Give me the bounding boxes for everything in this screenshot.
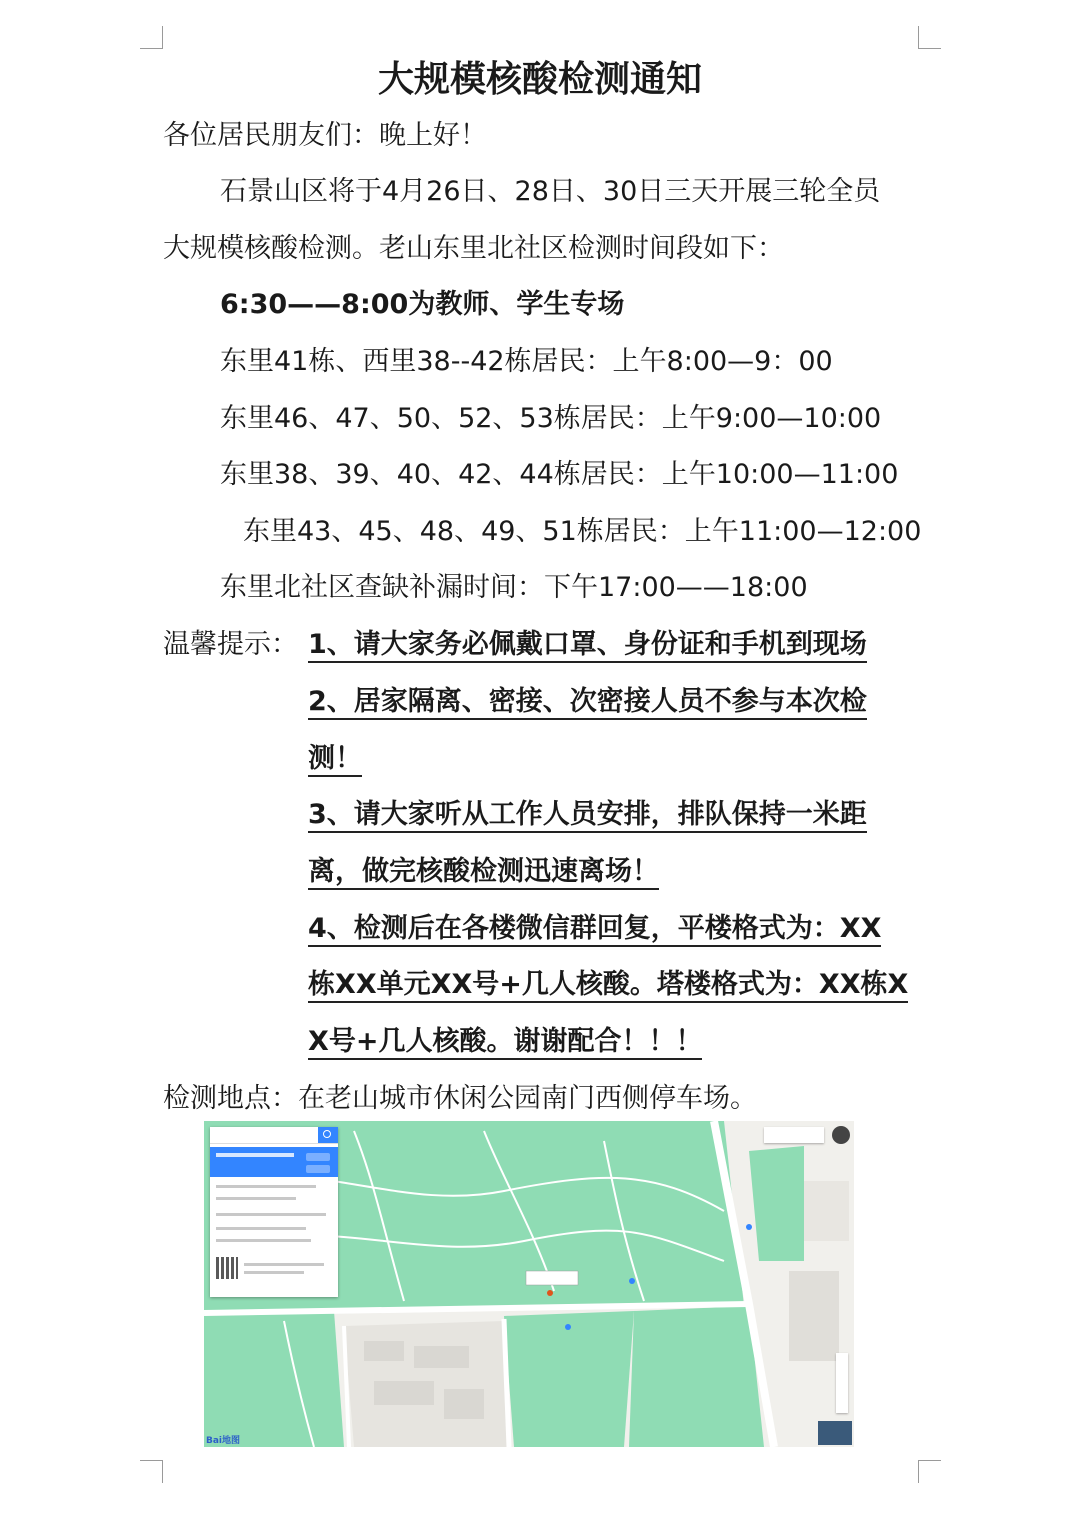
schedule-item: 东里41栋、西里38--42栋居民：上午8:00—9：00: [220, 346, 833, 377]
tip-line: 1、请大家务必佩戴口罩、身份证和手机到现场: [308, 629, 867, 663]
map-search-box[interactable]: [210, 1127, 338, 1144]
intro-line: 石景山区将于4月26日、28日、30日三天开展三轮全员: [220, 176, 881, 207]
tip-line: 3、请大家听从工作人员安排，排队保持一米距: [308, 799, 867, 833]
search-icon[interactable]: [318, 1127, 338, 1143]
tip-line: X号+几人核酸。谢谢配合！！！: [308, 1026, 702, 1060]
schedule-item: 东里43、45、48、49、51栋居民：上午11:00—12:00: [243, 516, 922, 547]
map-zoom-control[interactable]: [836, 1353, 848, 1413]
tip-line: 2、居家隔离、密接、次密接人员不参与本次检: [308, 686, 867, 720]
schedule-item: 东里38、39、40、42、44栋居民：上午10:00—11:00: [220, 459, 899, 490]
greeting: 各位居民朋友们：晚上好！: [163, 120, 487, 151]
intro-line: 大规模核酸检测。老山东里北社区检测时间段如下：: [163, 233, 784, 264]
document-title: 大规模核酸检测通知: [377, 59, 702, 100]
tip-line: 4、检测后在各楼微信群回复，平楼格式为：XX: [308, 913, 881, 947]
qr-code-icon: [216, 1257, 238, 1279]
baidu-map-logo: Bai地图: [206, 1436, 241, 1446]
location-map[interactable]: [204, 1121, 854, 1447]
tip-line: 测！: [308, 743, 362, 777]
page-corner-mark: [140, 26, 163, 49]
location-text: 检测地点：在老山城市休闲公园南门西侧停车场。: [163, 1083, 757, 1114]
schedule-item-makeup: 东里北社区查缺补漏时间：下午17:00——18:00: [220, 572, 808, 603]
map-toolbar[interactable]: [764, 1127, 824, 1143]
tip-line: 栋XX单元XX号+几人核酸。塔楼格式为：XX栋X: [308, 969, 908, 1003]
route-result-card[interactable]: [210, 1147, 338, 1177]
tips-label: 温馨提示：: [163, 629, 298, 660]
tip-line: 离，做完核酸检测迅速离场！: [308, 856, 659, 890]
page-corner-mark: [140, 1460, 163, 1483]
map-search-panel[interactable]: [210, 1127, 338, 1297]
schedule-item-teachers: 6:30——8:00为教师、学生专场: [220, 289, 625, 320]
schedule-item: 东里46、47、50、52、53栋居民：上午9:00—10:00: [220, 403, 882, 434]
page-corner-mark: [918, 26, 941, 49]
page-corner-mark: [918, 1460, 941, 1483]
panorama-thumbnail[interactable]: [818, 1421, 852, 1445]
user-avatar[interactable]: [832, 1126, 850, 1144]
